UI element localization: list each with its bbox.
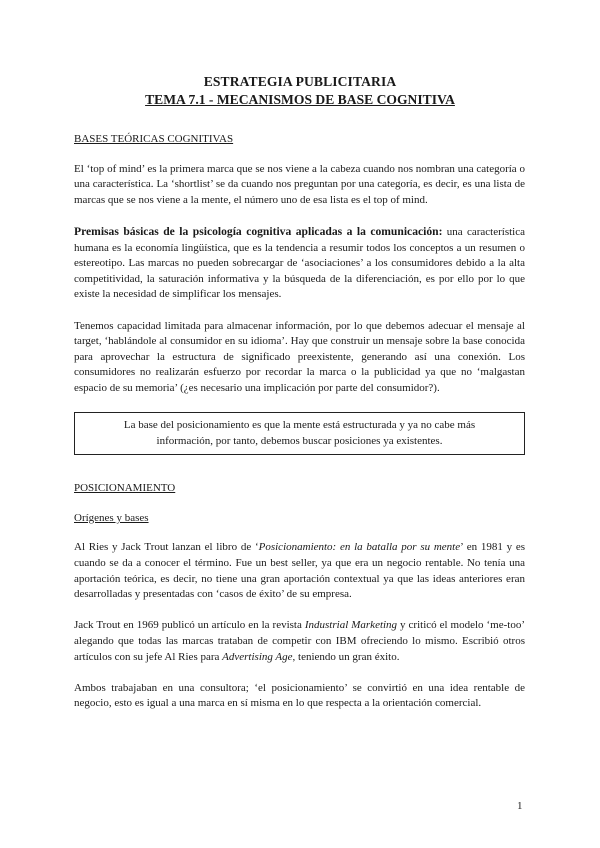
paragraph-top-of-mind: El ‘top of mind’ es la primera marca que se nos viene a la cabeza cuando nos nombran una categoría o una característica. La ‘shortlist’ se da cuando nos preguntan por una categoría, es decir, es una lista de marcas que se nos viene a la mente, el número uno de esa lista es el top of mind. <box>74 162 525 206</box>
highlight-line-2: información, por tanto, debemos buscar posiciones ya existentes. <box>156 434 443 447</box>
p5-part-c: , teniendo un gran éxito. <box>292 650 400 663</box>
highlight-box <box>74 412 525 455</box>
section-heading-bases: BASES TEÓRICAS COGNITIVAS <box>74 133 234 145</box>
p4-part-a: Al Ries y Jack Trout lanzan el libro de ‘ <box>74 541 259 554</box>
section-heading-posicionamiento: POSICIONAMIENTO <box>74 482 176 495</box>
premisas-heading: Premisas básicas de la psicología cognitiva aplicadas a la comunicación: <box>74 224 443 238</box>
paragraph-capacidad: Tenemos capacidad limitada para almacenar información, por lo que debemos adecuar el mensaje al target, ‘hablándole al consumidor en su idioma’. Hay que construir un mensaje sobre la base conocida para aprovechar la estructura de significado preexistente, generando así una conexión. Los consumidores no realizarán esfuerzo por recordar la marca o la publicidad ya que no ‘malgastan espacio de su memoria’ (¿es necesario una implicación por parte del consumidor?). <box>74 319 525 394</box>
document-title: ESTRATEGIA PUBLICITARIA <box>203 74 397 89</box>
paragraph-premisas <box>74 224 525 303</box>
highlight-line-1: La base del posicionamiento es que la mente está estructurada y ya no cabe más <box>123 419 476 432</box>
p4-part-b: ’ en 1981 y es cuando se da a conocer el término. Fue un best seller, ya que era un negocio rentable. No tenía una aportación teórica, es decir, no tiene una gran aportación contextual ya que las ideas anteriores eran desarrolladas y presentadas con ‘casos de éxito’ de su empresa. <box>74 541 525 601</box>
paragraph-al-ries <box>74 540 525 602</box>
paragraph-consultora: Ambos trabajaban en una consultora; ‘el posicionamiento’ se convirtió en una idea rentable de negocio, esto es igual a una marca en sí misma en lo que respecta a la orientación comercial. <box>74 681 525 710</box>
subsection-heading-origenes: Orígenes y bases <box>74 511 149 524</box>
book-title: Posicionamiento: en la batalla por su mente <box>258 541 461 554</box>
premisas-text: una característica humana es la economía lingüística, que es la tendencia a resumir todos los conceptos a un resumen o estereotipo. Las marcas no pueden sobrecargar de ‘asociaciones’ a los consumidores debido a la alta competitividad, la saturación informativa y la búsqueda de la diferenciación, es por ello por lo que existe la necesidad de simplificar los mensajes. <box>74 225 525 301</box>
page-number: 1 <box>517 800 523 812</box>
title-block <box>0 73 600 109</box>
p5-part-a: Jack Trout en 1969 publicó un artículo en la revista <box>74 619 305 632</box>
document-subtitle: TEMA 7.1 - MECANISMOS DE BASE COGNITIVA <box>145 92 455 107</box>
magazine-industrial-marketing: Industrial Marketing <box>304 619 398 632</box>
p5-part-b: y criticó el modelo ‘me-too’ alegando que todas las marcas trataban de competir con IBM ofreciendo lo mismo. Escribió otros artículos con su jefe Al Ries para <box>74 619 525 663</box>
magazine-advertising-age: Advertising Age <box>222 650 293 663</box>
paragraph-jack-trout <box>74 618 525 665</box>
document-body <box>74 132 525 728</box>
